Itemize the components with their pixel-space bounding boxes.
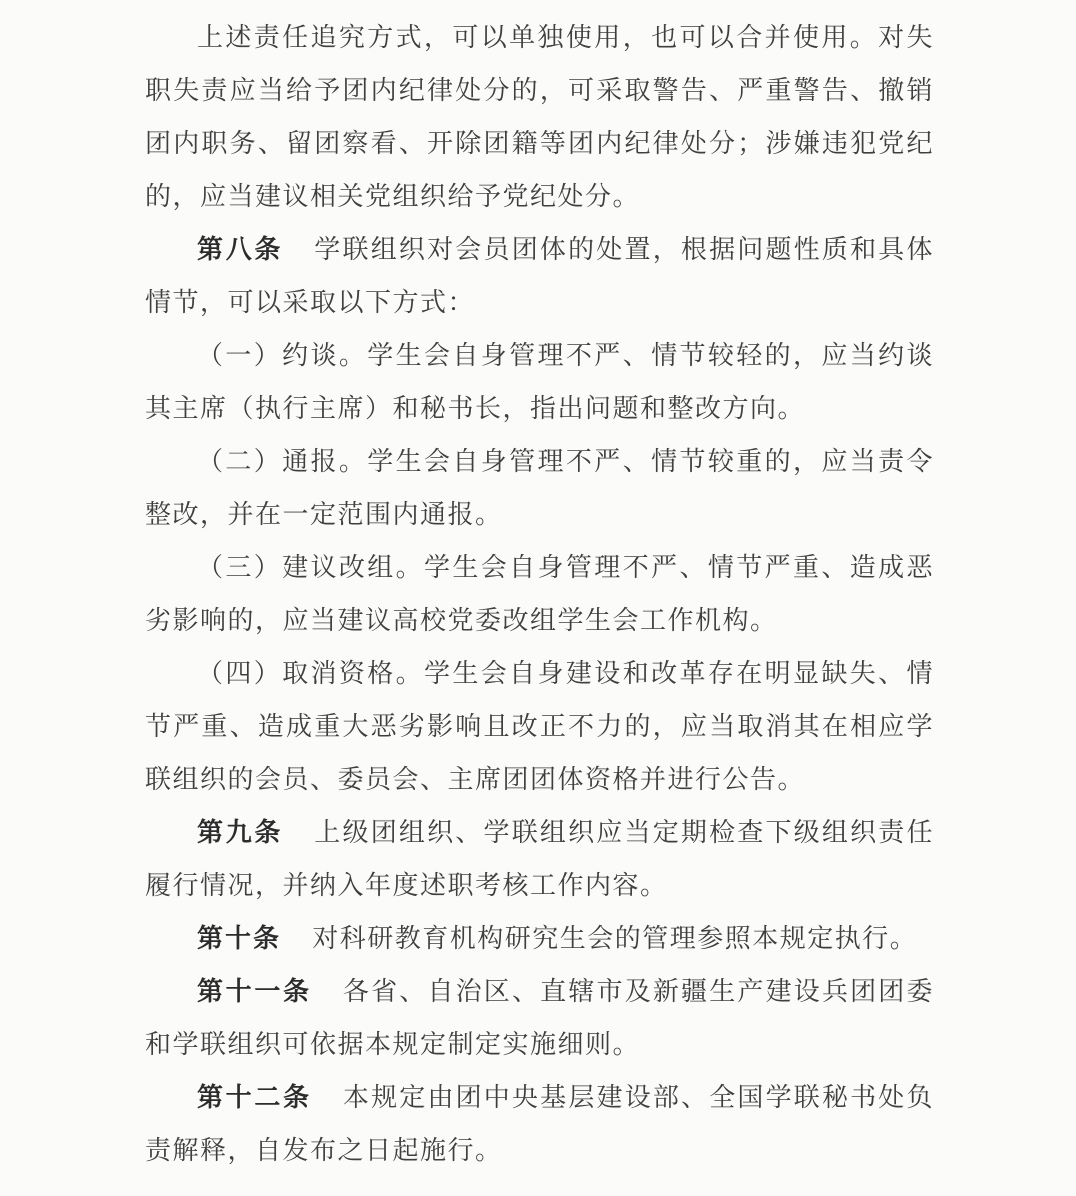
paragraph	[145, 435, 934, 541]
paragraph	[145, 223, 934, 329]
paragraph	[145, 11, 934, 223]
paragraph	[145, 806, 934, 912]
paragraph	[145, 329, 934, 435]
document-body	[145, 11, 934, 1177]
paragraph	[145, 647, 934, 806]
paragraph-text: （三）建议改组。学生会自身管理不严、情节严重、造成恶劣影响的，应当建议高校党委改组学生会工作机构。	[145, 553, 934, 635]
paragraph-text: （二）通报。学生会自身管理不严、情节较重的，应当责令整改，并在一定范围内通报。	[145, 447, 934, 529]
article-number-label: 第十一条	[197, 977, 312, 1006]
paragraph	[145, 912, 934, 965]
article-number-label: 第九条	[197, 818, 284, 847]
paragraph-text: （一）约谈。学生会自身管理不严、情节较轻的，应当约谈其主席（执行主席）和秘书长，指出问题和整改方向。	[145, 341, 934, 423]
article-number-label: 第八条	[197, 235, 284, 264]
paragraph	[145, 1071, 934, 1177]
article-number-label: 第十二条	[197, 1083, 312, 1112]
paragraph-text: 上级团组织、学联组织应当定期检查下级组织责任履行情况，并纳入年度述职考核工作内容。	[145, 818, 934, 900]
paragraph-text: （四）取消资格。学生会自身建设和改革存在明显缺失、情节严重、造成重大恶劣影响且改正不力的，应当取消其在相应学联组织的会员、委员会、主席团团体资格并进行公告。	[145, 659, 934, 794]
paragraph	[145, 965, 934, 1071]
article-number-label: 第十条	[197, 924, 282, 953]
paragraph-text: 本规定由团中央基层建设部、全国学联秘书处负责解释，自发布之日起施行。	[145, 1083, 934, 1165]
paragraph-text: 对科研教育机构研究生会的管理参照本规定执行。	[312, 924, 918, 953]
paragraph	[145, 541, 934, 647]
paragraph-text: 学联组织对会员团体的处置，根据问题性质和具体情节，可以采取以下方式：	[145, 235, 934, 317]
paragraph-text: 上述责任追究方式，可以单独使用，也可以合并使用。对失职失责应当给予团内纪律处分的，可采取警告、严重警告、撤销团内职务、留团察看、开除团籍等团内纪律处分；涉嫌违犯党纪的，应当建议相关党组织给予党纪处分。	[145, 23, 934, 211]
paragraph-text: 各省、自治区、直辖市及新疆生产建设兵团团委和学联组织可依据本规定制定实施细则。	[145, 977, 934, 1059]
